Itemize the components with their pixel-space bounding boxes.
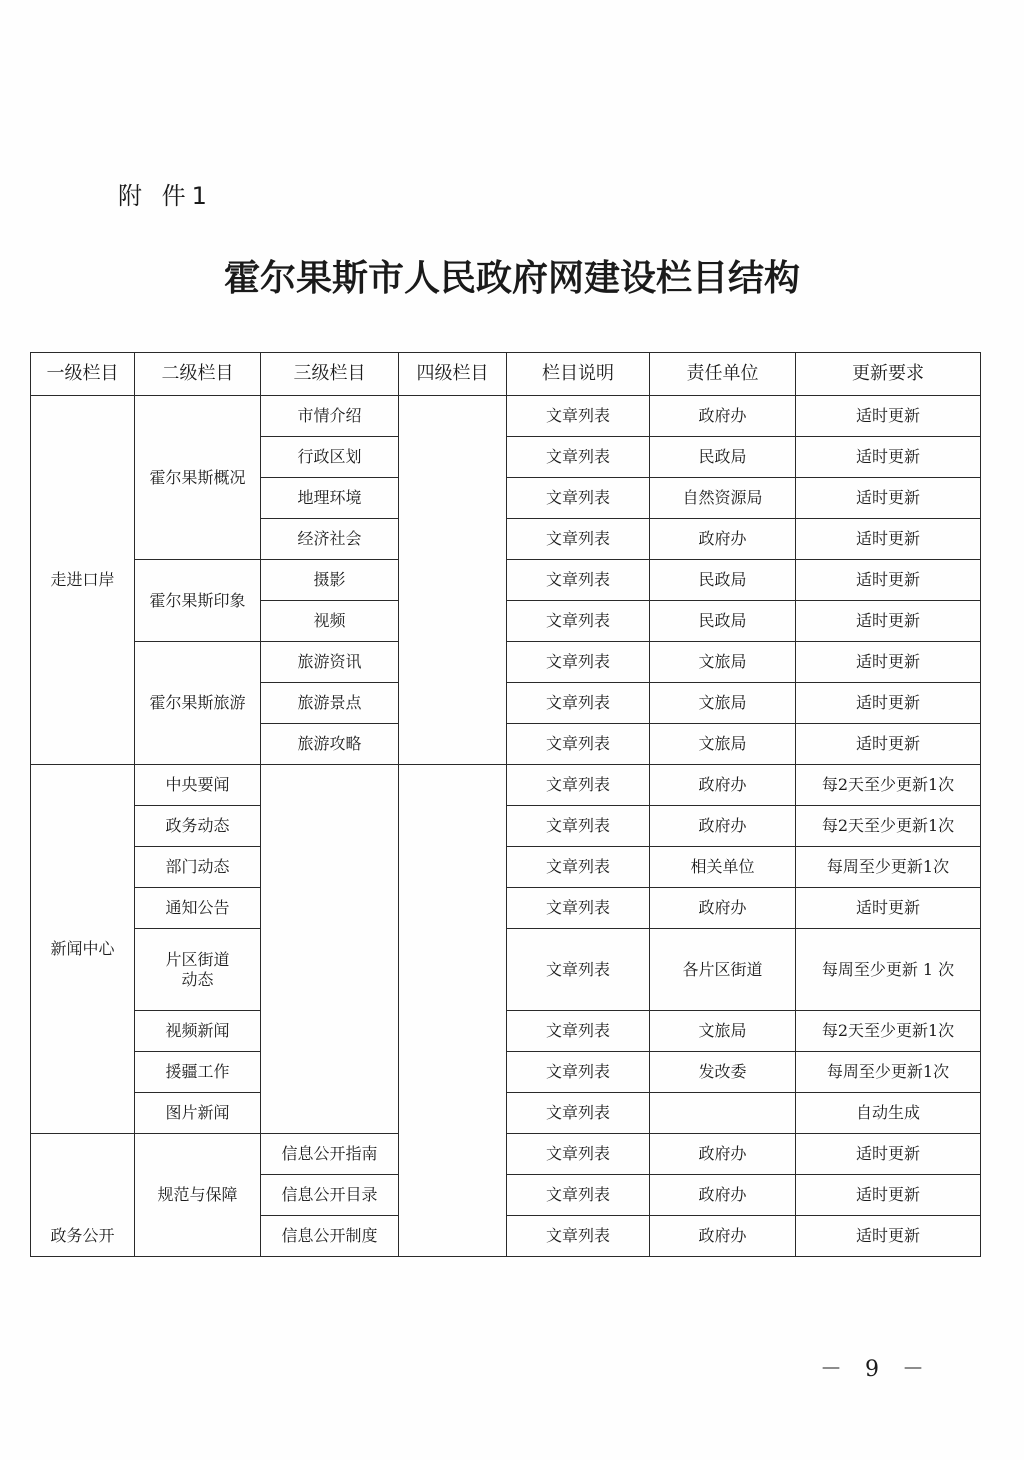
header-level2: 二级栏目: [135, 353, 261, 396]
table-row: [31, 765, 981, 806]
level3-cell: 经济社会: [261, 519, 399, 560]
description-cell: 文章列表: [507, 396, 650, 437]
requirement-cell: 每2天至少更新1次: [796, 765, 981, 806]
header-description: 栏目说明: [507, 353, 650, 396]
unit-cell: 文旅局: [650, 724, 796, 765]
description-cell: 文章列表: [507, 1052, 650, 1093]
requirement-cell: 适时更新: [796, 519, 981, 560]
unit-cell: 文旅局: [650, 642, 796, 683]
unit-cell: 政府办: [650, 765, 796, 806]
requirement-cell: 适时更新: [796, 683, 981, 724]
requirement-cell: 适时更新: [796, 724, 981, 765]
unit-cell: 民政局: [650, 437, 796, 478]
description-cell: 文章列表: [507, 683, 650, 724]
description-cell: 文章列表: [507, 1093, 650, 1134]
description-cell: 文章列表: [507, 929, 650, 1011]
level2-cell: 霍尔果斯印象: [135, 560, 261, 642]
unit-cell: 政府办: [650, 888, 796, 929]
unit-cell: 自然资源局: [650, 478, 796, 519]
description-cell: 文章列表: [507, 1175, 650, 1216]
level3-cell: 视频: [261, 601, 399, 642]
unit-cell: 政府办: [650, 396, 796, 437]
unit-cell: 文旅局: [650, 1011, 796, 1052]
description-cell: 文章列表: [507, 847, 650, 888]
description-cell: 文章列表: [507, 519, 650, 560]
document-title: 霍尔果斯市人民政府网建设栏目结构: [223, 258, 800, 299]
requirement-cell: 适时更新: [796, 560, 981, 601]
level3-cell: 摄影: [261, 560, 399, 601]
unit-cell: 政府办: [650, 1216, 796, 1257]
level3-cell: 旅游景点: [261, 683, 399, 724]
unit-cell: 文旅局: [650, 683, 796, 724]
level2-cell: 援疆工作: [135, 1052, 261, 1093]
level4-cell: [399, 396, 507, 765]
unit-cell: 政府办: [650, 1175, 796, 1216]
level3-cell: 旅游资讯: [261, 642, 399, 683]
unit-cell: 政府办: [650, 806, 796, 847]
requirement-cell: 适时更新: [796, 888, 981, 929]
description-cell: 文章列表: [507, 765, 650, 806]
attachment-label: 附 件1: [118, 182, 213, 210]
level2-cell: 片区街道动态: [135, 929, 261, 1011]
level2-cell: 部门动态: [135, 847, 261, 888]
description-cell: 文章列表: [507, 437, 650, 478]
level3-cell: 信息公开制度: [261, 1216, 399, 1257]
description-cell: 文章列表: [507, 642, 650, 683]
level3-cell: [261, 765, 399, 1134]
header-level3: 三级栏目: [261, 353, 399, 396]
level1-cell: 新闻中心: [31, 765, 135, 1134]
description-cell: 文章列表: [507, 601, 650, 642]
description-cell: 文章列表: [507, 1134, 650, 1175]
requirement-cell: 每2天至少更新1次: [796, 806, 981, 847]
level2-cell: 中央要闻: [135, 765, 261, 806]
requirement-cell: 适时更新: [796, 1175, 981, 1216]
level3-cell: 旅游攻略: [261, 724, 399, 765]
requirement-cell: 每2天至少更新1次: [796, 1011, 981, 1052]
requirement-cell: 适时更新: [796, 437, 981, 478]
level3-cell: 行政区划: [261, 437, 399, 478]
table-header-row: [31, 353, 981, 396]
requirement-cell: 自动生成: [796, 1093, 981, 1134]
unit-cell: [650, 1093, 796, 1134]
description-cell: 文章列表: [507, 1216, 650, 1257]
level3-cell: 信息公开指南: [261, 1134, 399, 1175]
unit-cell: 各片区街道: [650, 929, 796, 1011]
requirement-cell: 适时更新: [796, 1134, 981, 1175]
column-structure-table: [30, 352, 981, 1257]
unit-cell: 政府办: [650, 1134, 796, 1175]
level2-cell: 霍尔果斯旅游: [135, 642, 261, 765]
header-responsible-unit: 责任单位: [650, 353, 796, 396]
description-cell: 文章列表: [507, 888, 650, 929]
requirement-cell: 适时更新: [796, 601, 981, 642]
level2-cell: 规范与保障: [135, 1134, 261, 1257]
header-update-requirement: 更新要求: [796, 353, 981, 396]
requirement-cell: 适时更新: [796, 478, 981, 519]
requirement-cell: 每周至少更新1次: [796, 847, 981, 888]
description-cell: 文章列表: [507, 724, 650, 765]
description-cell: 文章列表: [507, 478, 650, 519]
unit-cell: 相关单位: [650, 847, 796, 888]
header-level4: 四级栏目: [399, 353, 507, 396]
level2-cell: 视频新闻: [135, 1011, 261, 1052]
requirement-cell: 适时更新: [796, 396, 981, 437]
requirement-cell: 每周至少更新1次: [796, 1052, 981, 1093]
unit-cell: 政府办: [650, 519, 796, 560]
level3-cell: 地理环境: [261, 478, 399, 519]
level2-cell: 通知公告: [135, 888, 261, 929]
description-cell: 文章列表: [507, 806, 650, 847]
unit-cell: 发改委: [650, 1052, 796, 1093]
requirement-cell: 适时更新: [796, 1216, 981, 1257]
description-cell: 文章列表: [507, 1011, 650, 1052]
level1-cell: 走进口岸: [31, 396, 135, 765]
unit-cell: 民政局: [650, 560, 796, 601]
table-row: [31, 396, 981, 437]
level1-cell: 政务公开: [31, 1134, 135, 1257]
level2-cell: 霍尔果斯概况: [135, 396, 261, 560]
header-level1: 一级栏目: [31, 353, 135, 396]
level3-cell: 市情介绍: [261, 396, 399, 437]
page-number: － 9 －: [820, 1357, 932, 1382]
level2-cell: 政务动态: [135, 806, 261, 847]
description-cell: 文章列表: [507, 560, 650, 601]
level2-cell: 图片新闻: [135, 1093, 261, 1134]
requirement-cell: 每周至少更新 1 次: [796, 929, 981, 1011]
level4-cell: [399, 765, 507, 1257]
requirement-cell: 适时更新: [796, 642, 981, 683]
unit-cell: 民政局: [650, 601, 796, 642]
level3-cell: 信息公开目录: [261, 1175, 399, 1216]
